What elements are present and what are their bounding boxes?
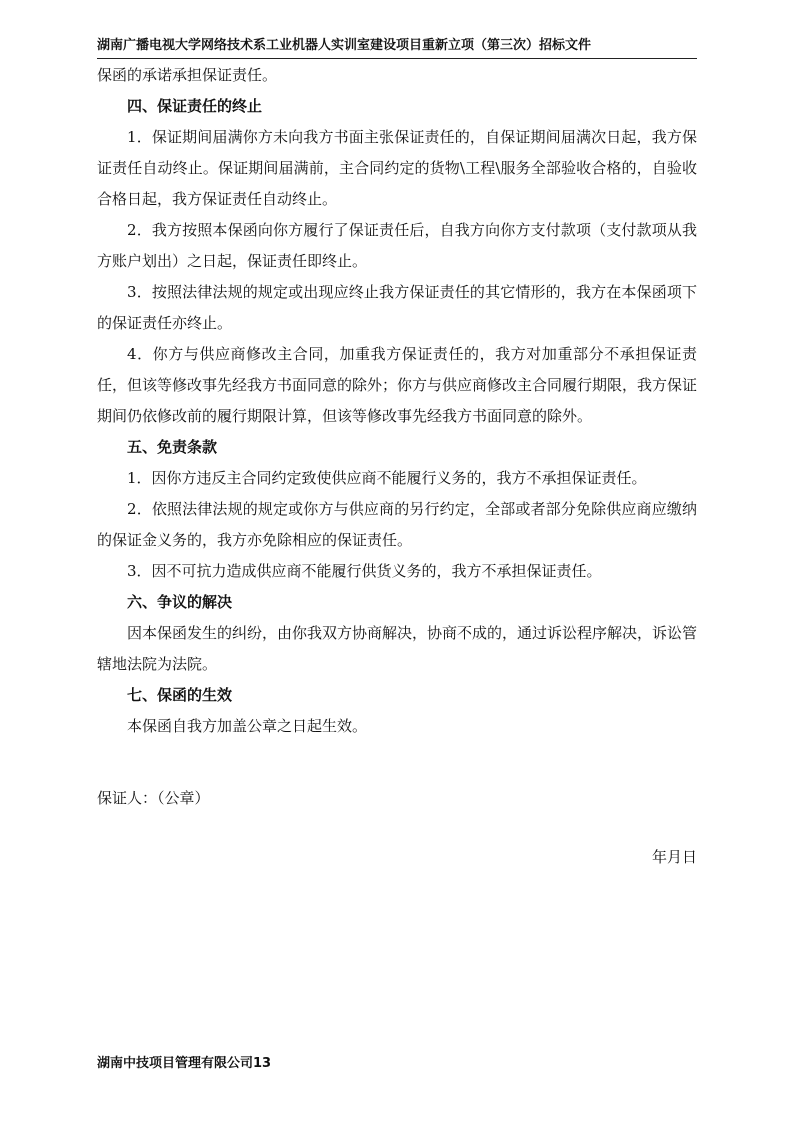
dispute-clause: 因本保函发生的纠纷，由你我双方协商解决，协商不成的，通过诉讼程序解决，诉讼管辖地法院为法院。 [97,624,698,673]
page-header: 湖南广播电视大学网络技术系工业机器人实训室建设项目重新立项（第三次）招标文件 [97,36,697,59]
guarantor-signature-line: 保证人：（公章） [97,789,210,807]
exemption-clause-1: 1．因你方违反主合同约定致使供应商不能履行义务的，我方不承担保证责任。 [127,469,647,487]
paragraph-continued: 保函的承诺承担保证责任。 [97,66,278,84]
section-heading-termination: 四、保证责任的终止 [127,97,263,115]
termination-clause-4: 4．你方与供应商修改主合同，加重我方保证责任的，我方对加重部分不承担保证责任，但该等修改事先经我方书面同意的除外；你方与供应商修改主合同履行期限，我方保证期间仍依修改前的履行期限计算，但该等修改事先经我方书面同意的除外。 [97,345,698,425]
termination-clause-1: 1．保证期间届满你方未向我方书面主张保证责任的，自保证期间届满次日起，我方保证责任自动终止。保证期间届满前，主合同约定的货物\工程\服务全部验收合格的，自验收合格日起，我方保证责任自动终止。 [97,128,697,208]
page-footer: 湖南中技项目管理有限公司13 [97,1056,272,1071]
signature-date: 年月日 [651,848,697,866]
section-heading-effectiveness: 七、保函的生效 [127,686,233,704]
section-heading-exemption: 五、免责条款 [127,438,218,456]
exemption-clause-2: 2．依照法律法规的规定或你方与供应商的另行约定，全部或者部分免除供应商应缴纳的保证金义务的，我方亦免除相应的保证责任。 [97,500,697,549]
termination-clause-2: 2．我方按照本保函向你方履行了保证责任后，自我方向你方支付款项（支付款项从我方账户划出）之日起，保证责任即终止。 [97,221,697,270]
section-heading-dispute: 六、争议的解决 [127,593,233,611]
termination-clause-3: 3．按照法律法规的规定或出现应终止我方保证责任的其它情形的，我方在本保函项下的保证责任亦终止。 [97,283,697,332]
exemption-clause-3: 3．因不可抗力造成供应商不能履行供货义务的，我方不承担保证责任。 [127,562,602,580]
document-body [97,60,697,742]
effectiveness-clause: 本保函自我方加盖公章之日起生效。 [127,717,368,735]
